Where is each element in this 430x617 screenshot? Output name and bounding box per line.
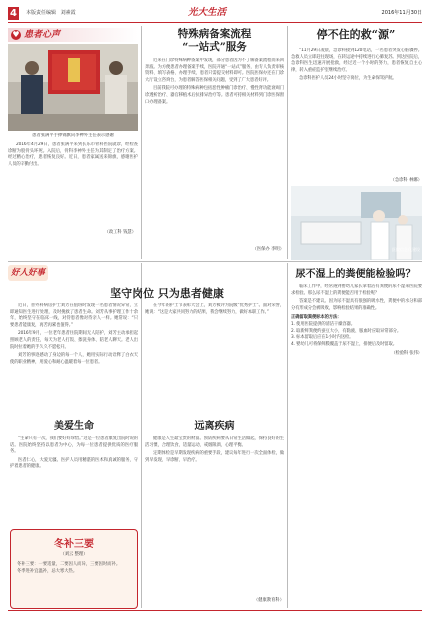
section-banner-good-deeds: [8, 265, 48, 281]
header-rule: [8, 22, 422, 23]
byline: （医保办 李明）: [252, 247, 284, 252]
tip-item: 2. 取新鲜粪便约蚕豆大小，有黏液、脓血时应取异常部分。: [291, 328, 402, 334]
tip-item: 4. 婴幼儿可将保鲜膜覆盖于尿不湿上，排便后及时留取。: [291, 341, 397, 347]
photo-illustration: [8, 44, 138, 131]
footer-rule: [8, 610, 422, 611]
box-subtitle: （刘云 整理）: [60, 552, 88, 557]
article-title: 特殊病备案流程 “一站式”服务: [177, 28, 252, 53]
byline: （检验科 张伟）: [391, 351, 422, 357]
column-divider: [287, 263, 288, 608]
article-body: “11月29日凌晨，急诊科接到120电话，一名患者突发心脏骤停。急救人员立即赶往现场，在转运途中持续进行心肺复苏。到达医院后，急诊科医生迅速开展抢救，经过近一个小时的努力，患者恢复自主心律，转入重症监护室继续治疗。 急诊科医护人员24小时坚守岗位，为生命保驾护航。: [291, 48, 422, 82]
article-body: 临床工作中，经常遇到婴幼儿家长拿着沾有粪便的尿不湿来医院要求检验。那么尿不湿上的粪便能否用于检验呢？ 答案是不建议。因为尿不湿具有很强的吸水性，粪便中的水分和部分有形成分会被吸收，影响检验结果的准确性。 正确留取粪便标本的方法： 1. 使用医院提供的清洁干燥容器。 2. 取新鲜粪便约蚕豆大小，有黏液、脓血时应取异常部分。 3. 标本留取后应在1小时内送检。 4. 婴幼儿可将保鲜膜覆盖于尿不湿上，排便后及时留取。 （检验科 张伟）: [291, 284, 422, 357]
section-label: 好人好事: [11, 268, 46, 278]
page-number: 4: [8, 7, 19, 20]
column-divider: [287, 26, 288, 259]
column-divider: [141, 263, 142, 608]
article-body: 近来在门诊特殊病种备案中发现，部分患者因为不了解备案流程而来回奔波。为方便患者办理备案手续，医院开通“一站式”服务，由专人负责审核资料、填写表格、办理手续，患者只需提交材料即可。医院医保办还在门诊大厅设立咨询台，为患者解答医保相关问题，受到了广大患者好评。 目前我院可办理的特殊病种包括恶性肿瘤门诊治疗、慢性肾功能衰竭门诊透析治疗、器官移植术后抗排异治疗等。患者可持相关材料到门诊医保窗口办理备案。: [145, 58, 284, 105]
section-banner-patient-voice: [8, 28, 138, 42]
article-body: “生命只有一次，我们要好好珍惜。”这是一位患者康复出院时说的话。医院始终坚持以患者为中心，为每一位患者提供优质的医疗服务。 医者仁心，大爱无疆。医护人员用精湛的医术和真诚的服务，守护着患者的健康。: [10, 436, 138, 470]
article-title: 尿不湿上的粪便能检验吗？: [295, 269, 416, 280]
photo-banner-presentation: [8, 44, 138, 131]
sidebar-box: [10, 529, 138, 609]
photo-caption: 患者张满平手捧锦旗向李神外主任表示感谢: [32, 133, 114, 138]
tip-item: 1. 使用医院提供的清洁干燥容器。: [291, 321, 355, 327]
page-header: [8, 7, 422, 21]
box-title: 冬补三要: [54, 539, 94, 550]
tip-item: 3. 标本留取后应在1小时内送检。: [291, 335, 354, 341]
byline: （政工科 钱慧）: [104, 230, 136, 235]
article-body: 近日，普外科病房护士刘芳在值班时发现一名患者情况异常，立即通知医生进行处理，及时挽救了患者生命。刘芳从事护理工作十余年，始终坚守在临床一线，对待患者像对待亲人一样。她常说：“只要患者能康复，再苦再累也值得。” 2016年9月，一位老年患者住院期间无人陪护，刘芳主动承担起照顾老人的责任，每天为老人打饭、擦洗身体、陪老人聊天。老人出院时拉着她的手久久不愿松开。 刘芳的事迹感动了身边的每一个人，她用实际行动诠释了白衣天使的职业精神，用爱心和耐心温暖着每一位患者。: [10, 303, 138, 365]
header-date: 2016年11月30日: [381, 10, 422, 16]
masthead: 光大生活: [188, 7, 227, 18]
article-body: 在今年的护士节表彰大会上，刘芳被评为院级“优秀护士”。面对荣誉，她说：“这是大家共同努力的结果，我会继续努力，做好本职工作。”: [145, 303, 284, 315]
article-title: 美爱生命: [54, 421, 94, 432]
byline: （急诊科 林娜）: [390, 178, 422, 183]
section-label: 患者心声: [24, 30, 61, 40]
article-title: 远离疾病: [194, 421, 235, 432]
article-title: 停不住的救“源”: [316, 28, 396, 41]
photo-caption: 医院信息化建设: [392, 247, 420, 252]
column-divider: [141, 26, 142, 259]
section-divider: [8, 261, 422, 262]
article-body: 2016年4月29日，患者张满平来到长乐市骨科医院就诊，经检查诊断为股骨头坏死。入院后，骨科李神外主任为其制定了治疗方案。经过精心治疗，患者恢复良好。近日，患者家属送来锦旗，感谢医护人员的辛勤付出。: [8, 142, 138, 167]
byline: （健康教育科）: [253, 598, 284, 603]
article-body: 健康是人生最宝贵的财富。预防疾病要从日常生活做起，保持良好的生活习惯，合理饮食，适量运动，戒烟限酒，心理平衡。 定期体检是早期发现疾病的重要手段，建议每年进行一次全面体检，做到早发现、早诊断、早治疗。: [145, 436, 284, 463]
header-editor: 刘素霞: [60, 10, 76, 16]
article-title: 坚守岗位 只为患者健康: [110, 287, 224, 300]
header-column-label: 本版责任编辑: [26, 10, 57, 16]
box-body: 冬补三要：一要适量，二要因人而异，三要因时而补。 冬季进补宜温补，忌大寒大热。: [17, 562, 121, 574]
tips-title: 正确留取粪便标本的方法：: [291, 315, 342, 321]
heart-icon: ♥: [12, 30, 20, 39]
